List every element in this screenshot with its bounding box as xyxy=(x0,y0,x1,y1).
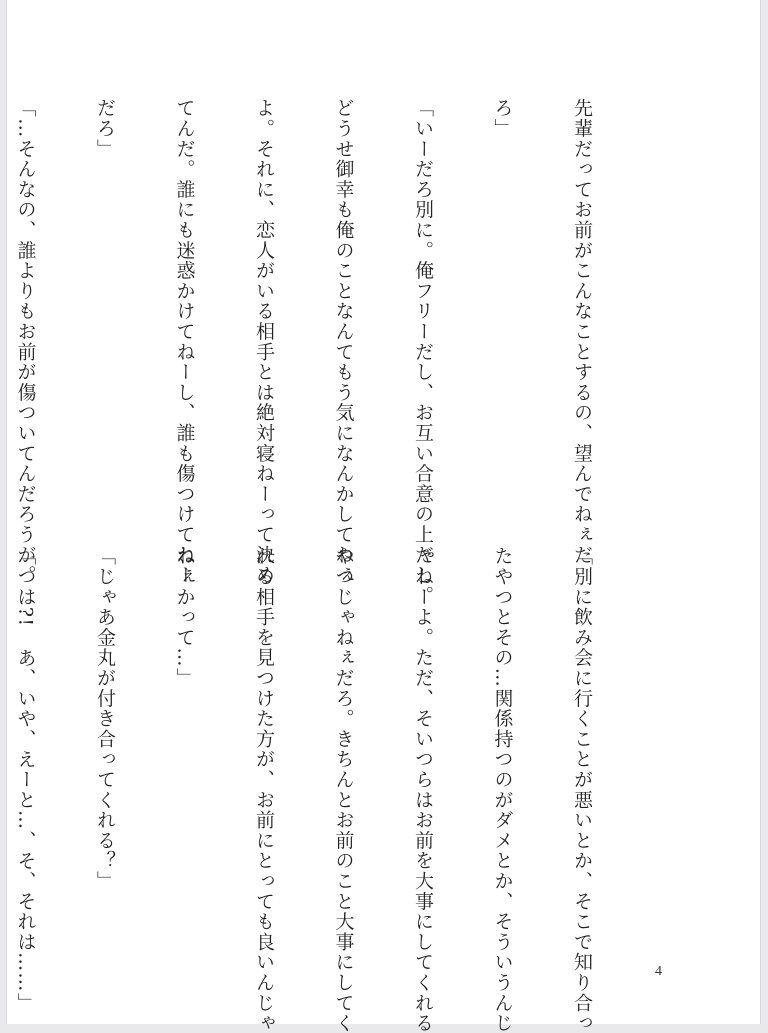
text-line: 先輩だってお前がこんなことするの、望んでねぇだ xyxy=(571,98,593,565)
text-line: たやつとその…関係持つのがダメとか、そういうんじ xyxy=(491,546,514,1033)
text-line: 「いーだろ別に。俺フリーだし、お互い合意の上だし。 xyxy=(412,98,434,606)
text-block-top xyxy=(0,98,648,606)
text-line: どうせ御幸も俺のことなんてもう気になんかしてねぇ xyxy=(332,98,355,586)
text-line: だろ」 xyxy=(94,98,116,159)
text-line: 「…そんなの、誰よりもお前が傷ついてんだろうが。 xyxy=(14,98,37,586)
page-number: 4 xyxy=(655,964,662,979)
text-line: よ。それに、恋人がいる相手とは絶対寝ねーって決め xyxy=(253,98,275,586)
document-page xyxy=(6,0,761,1033)
text-line: 「じゃあ金丸が付き合ってくれる？」 xyxy=(94,546,116,892)
text-line: ねぇかって…」 xyxy=(173,546,196,689)
text-line: やつじゃねぇだろ。きちんとお前のこと大事にしてく xyxy=(332,546,355,1033)
text-line: てんだ。誰にも迷惑かけてねーし、誰も傷つけてねー xyxy=(173,98,196,586)
text-line: ゃねーよ。ただ、そいつらはお前を大事にしてくれる xyxy=(412,546,434,1033)
text-line: 「つは?! あ、いや、えーと…、そ、それは……」 xyxy=(14,546,37,1014)
text-line: れる相手を見つけた方が、お前にとっても良いんじゃ xyxy=(253,546,275,1033)
text-line: ろ」 xyxy=(491,98,514,139)
text-line: 「別に飲み会に行くことが悪いとか、そこで知り合っ xyxy=(571,546,593,1033)
text-block-bottom xyxy=(0,546,648,1033)
